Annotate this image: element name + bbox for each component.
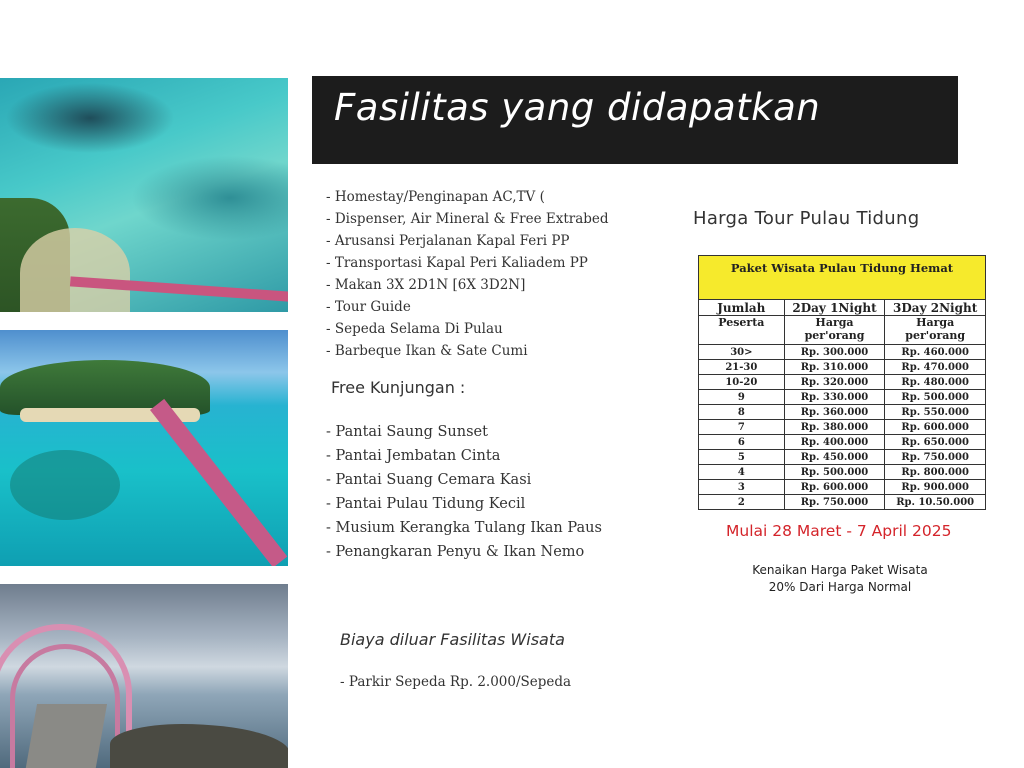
visits-heading: Free Kunjungan : [331,378,466,397]
cell-price-2day: Rp. 320.000 [784,375,885,390]
cell-price-2day: Rp. 450.000 [784,450,885,465]
note-line: 20% Dari Harga Normal [768,580,912,594]
visit-item: - Pantai Jembatan Cinta [326,448,501,464]
photo-aerial-beach-pier [0,78,288,312]
visits-list [326,420,602,564]
price-row [699,345,986,360]
visit-item: - Musium Kerangka Tulang Ikan Paus [326,520,602,536]
price-heading: Harga Tour Pulau Tidung [693,208,920,229]
photo-arch-bridge [0,584,288,768]
cell-jumlah: 6 [699,435,785,450]
cell-price-3day: Rp. 750.000 [885,450,986,465]
col-header-2day: 2Day 1Night [784,300,885,316]
price-table [698,255,986,510]
cell-price-3day: Rp. 460.000 [885,345,986,360]
cell-price-3day: Rp. 800.000 [885,465,986,480]
visit-item: - Pantai Pulau Tidung Kecil [326,496,526,512]
price-row [699,405,986,420]
promo-period: Mulai 28 Maret - 7 April 2025 [726,522,952,540]
note-line: Kenaikan Harga Paket Wisata [752,563,928,577]
cell-price-3day: Rp. 650.000 [885,435,986,450]
cell-jumlah: 8 [699,405,785,420]
visit-item: - Penangkaran Penyu & Ikan Nemo [326,544,585,560]
cell-jumlah: 21-30 [699,360,785,375]
facility-item: - Arusansi Perjalanan Kapal Feri PP [326,233,570,249]
cell-jumlah: 4 [699,465,785,480]
cell-price-3day: Rp. 10.50.000 [885,495,986,510]
price-row [699,465,986,480]
subheader-harga-3day [885,316,986,345]
col-header-jumlah: Jumlah [699,300,785,316]
subheader-peserta: Peserta [699,316,785,345]
col-header-3day: 3Day 2Night [885,300,986,316]
facility-item: - Tour Guide [326,299,411,315]
price-row [699,420,986,435]
cell-price-3day: Rp. 550.000 [885,405,986,420]
price-table-title: Paket Wisata Pulau Tidung Hemat [699,256,986,300]
cell-price-3day: Rp. 500.000 [885,390,986,405]
cell-price-2day: Rp. 310.000 [784,360,885,375]
header-banner [312,76,958,164]
extra-costs-heading: Biaya diluar Fasilitas Wisata [340,630,565,649]
page-title: Fasilitas yang didapatkan [334,86,821,129]
cell-price-2day: Rp. 500.000 [784,465,885,480]
price-row [699,495,986,510]
subheader-perorang-label: per'orang [905,329,966,342]
cell-jumlah: 5 [699,450,785,465]
cell-jumlah: 2 [699,495,785,510]
subheader-harga-2day [784,316,885,345]
cell-price-2day: Rp. 300.000 [784,345,885,360]
price-row [699,360,986,375]
cell-price-2day: Rp. 750.000 [784,495,885,510]
price-row [699,375,986,390]
cell-jumlah: 30> [699,345,785,360]
cell-price-2day: Rp. 360.000 [784,405,885,420]
facility-item: - Makan 3X 2D1N [6X 3D2N] [326,277,526,293]
facility-item: - Homestay/Penginapan AC,TV ( [326,189,545,205]
cell-price-3day: Rp. 600.000 [885,420,986,435]
cell-jumlah: 7 [699,420,785,435]
cell-price-2day: Rp. 400.000 [784,435,885,450]
cell-jumlah: 9 [699,390,785,405]
cell-jumlah: 3 [699,480,785,495]
visit-item: - Pantai Suang Cemara Kasi [326,472,532,488]
facility-item: - Dispenser, Air Mineral & Free Extrabed [326,211,609,227]
extra-cost-item: - Parkir Sepeda Rp. 2.000/Sepeda [340,674,572,690]
facility-item: - Transportasi Kapal Peri Kaliadem PP [326,255,588,271]
extra-costs-list [340,672,571,692]
facility-item: - Barbeque Ikan & Sate Cumi [326,343,528,359]
cell-price-3day: Rp. 480.000 [885,375,986,390]
subheader-harga-label: Harga [916,316,955,329]
subheader-perorang-label: per'orang [804,329,865,342]
price-row [699,480,986,495]
facility-item: - Sepeda Selama Di Pulau [326,321,503,337]
cell-price-3day: Rp. 470.000 [885,360,986,375]
cell-price-2day: Rp. 600.000 [784,480,885,495]
visit-item: - Pantai Saung Sunset [326,424,488,440]
price-row [699,435,986,450]
price-row [699,390,986,405]
cell-price-3day: Rp. 900.000 [885,480,986,495]
cell-jumlah: 10-20 [699,375,785,390]
subheader-harga-label: Harga [815,316,854,329]
photo-island-bridge [0,330,288,566]
cell-price-2day: Rp. 330.000 [784,390,885,405]
price-row [699,450,986,465]
price-increase-note [720,562,960,596]
facilities-list [326,186,609,362]
cell-price-2day: Rp. 380.000 [784,420,885,435]
